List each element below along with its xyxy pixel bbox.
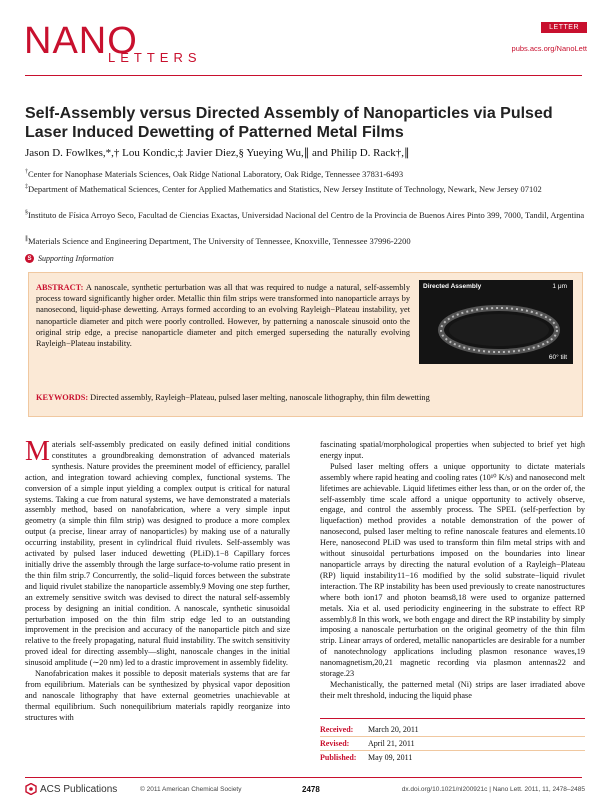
supporting-info-icon: S	[25, 254, 34, 263]
paragraph: fascinating spatial/morphological properties when subjected to brief yet high energy input.	[320, 440, 585, 460]
figure-label: Directed Assembly	[423, 283, 482, 290]
toc-figure	[419, 280, 573, 364]
affiliation-2: ‡Department of Mathematical Sciences, Center for Applied Mathematics and Statistics, New Jersey Institute of Technology, Newark, New Jersey 07102	[25, 183, 542, 194]
acs-hexagon-icon	[25, 783, 37, 795]
logo-nano: NANO	[24, 20, 138, 62]
header-divider	[25, 75, 582, 76]
journal-logo	[24, 14, 234, 74]
affiliation-4: ∥Materials Science and Engineering Department, The University of Tennessee, Knoxville, Tennessee 37996-2200	[25, 235, 411, 246]
author-list: Jason D. Fowlkes,*,† Lou Kondic,‡ Javier Diez,§ Yueying Wu,∥ and Philip D. Rack†,∥	[25, 147, 410, 159]
journal-url[interactable]: pubs.acs.org/NanoLett	[511, 44, 587, 53]
affiliation-1: †Center for Nanophase Materials Sciences, Oak Ridge National Laboratory, Oak Ridge, Tennessee 37831-6493	[25, 168, 404, 179]
copyright: © 2011 American Chemical Society	[140, 786, 242, 793]
body-column-left	[25, 436, 290, 724]
affiliation-3: §Instituto de Física Arroyo Seco, Facultad de Ciencias Exactas, Universidad Nacional del Centro de la Provincia de Buenos Aires Pinto 399, 7000, Tandil, Argentina	[25, 209, 585, 220]
paragraph: Nanofabrication makes it possible to deposit materials systems that are far from equilibrium. Materials can be synthesized by physical vapor deposition and nanoscale lithography that have external geometries unachievable at thermal equilibrium. Such nonequilibrium materials rapidly reorganize into structures with	[25, 669, 290, 722]
keywords-label: KEYWORDS:	[36, 393, 89, 402]
logo-letters: LETTERS	[108, 50, 202, 65]
publisher-logo: ACS Publications	[25, 783, 117, 795]
doi-citation[interactable]: dx.doi.org/10.1021/nl200921c | Nano Lett. 2011, 11, 2478–2485	[401, 786, 585, 793]
article-type-badge: LETTER	[541, 22, 587, 33]
body-column-right	[320, 440, 585, 702]
dropcap: M	[25, 436, 50, 467]
footer-divider	[25, 777, 582, 778]
abstract-body: A nanoscale, synthetic perturbation was all that was required to nudge a natural, self-assembly process toward significantly higher order. Metallic thin film strips were transformed into nanoparticle arrays by nanosecond, liquid-phase dewetting. Arrays formed according to an evolving Rayleigh−Plateau instability, yet nanoparticle diameter and pitch were poorly controlled. However, by patterning a nanoscale sinusoid onto the original strip edge, a precise nanoparticle diameter and pitch emerged superseding the naturally evolving Rayleigh−Plateau instability.	[36, 283, 410, 349]
supporting-info-label: Supporting Information	[38, 254, 114, 263]
abstract-label: ABSTRACT:	[36, 283, 84, 292]
keywords-body: Directed assembly, Rayleigh−Plateau, pulsed laser melting, nanoscale lithography, thin film dewetting	[90, 393, 430, 402]
date-received: Received: March 20, 2011	[320, 723, 585, 737]
date-published: Published: May 09, 2011	[320, 753, 413, 762]
paragraph: Pulsed laser melting offers a unique opportunity to dictate materials assembly where rapid heating and cooling rates (10¹⁰ K/s) and nanosecond melt lifetimes are achievable. Liquid lifetimes either less than, or on the order of, the self-assembly time scale afford a unique opportunity to actively observe, engage, and control the assembly process. The SPEL (self-perfection by liquefaction) method provides a notable demonstration of the power of nanosecond, pulsed laser melting to refine nanoscale features and elements.10 Here, nanosecond PLiD was used to transform thin film metal strips with and without sinusoidal perturbations imposed on the boundaries into linear nanoparticle arrays by directing the natural evolution of a Rayleigh−Plateau (RP) liquid instability11−16 modified by the solid substrate−liquid rivulet interaction. The RP instability has been used previously to create nanostructures where both ion17 and photon beams8,18 were used to organize patterned metals. Xia et al. used periodicity engineering in the substrate to effect RP assembly.8 In this work, we both engage and direct the RP instability by simply imposing a nanoscale perturbation on the original geometry of the thin film strip. Linear arrays of ordered, metallic nanoparticles are desirable for a number of nanotechnology applications including plasmon resonance waves,19 nanomagnetism,20,21 magnetic recording via plasmon antennas22 and storage.23	[320, 461, 585, 679]
article-title: Self-Assembly versus Directed Assembly of Nanoparticles via Pulsed Laser Induced Dewetting of Patterned Metal Films	[25, 105, 553, 141]
publication-dates	[320, 718, 585, 764]
figure-tilt: 60° tilt	[548, 354, 567, 361]
paragraph: Mechanistically, the patterned metal (Ni) strips are laser irradiated above their melt threshold, inducing the liquid phase	[320, 679, 585, 700]
abstract	[36, 282, 410, 349]
keywords	[36, 393, 576, 402]
date-revised: Revised: April 21, 2011	[320, 737, 585, 751]
page-footer	[0, 780, 607, 800]
paragraph: Materials self-assembly predicated on easily defined initial conditions constitutes a groundbreaking demonstration of advanced materials synthesis. Nature provides the preeminent model of efficiency, parallel action, and integration toward achieving complex, functional systems. The conversion of a simple input yielding a complex output is critical for natural systems. Taking a cue from natural systems, we have demonstrated a materials assembly method, based on nanofabrication, where a very simple input geometry (a simple thin film strip) was designed to produce a more complex output (a precise, linear array of nanoparticles) by making use of a naturally occurring instability, present in cylindrical fluid rivulets. Self-assembly was activated by pulsed laser induced dewetting (PLiD).1−8 Capillary forces initially drive the assembly through the large surface-to-volume ratio present in the thin film strip.7 Concurrently, the solid−liquid forces between the substrate and liquid rivulet stabilize the nanoparticle assembly.9 Moving one step further, an extremely sensitive switch was devised to direct the natural self-assembly process by designing an initial condition. A nanoscale, synthetic sinusoidal perturbation imposed on the thin film strip edge led to an outstanding improvement in the precision and accuracy of the nanoparticle pitch and size relative to the freely propagating, natural fluid instability. The switch sensitivity proved ideal for directing assembly—slight, nanoscale changes in the initial sinusoid amplitude (∼20 nm) led to a drastic improvement in assembly fidelity.	[25, 436, 290, 668]
figure-scale: 1 μm	[552, 283, 567, 290]
nanoparticle-ring-image	[419, 280, 573, 364]
page-number: 2478	[302, 785, 320, 794]
supporting-information-link[interactable]	[25, 254, 114, 263]
